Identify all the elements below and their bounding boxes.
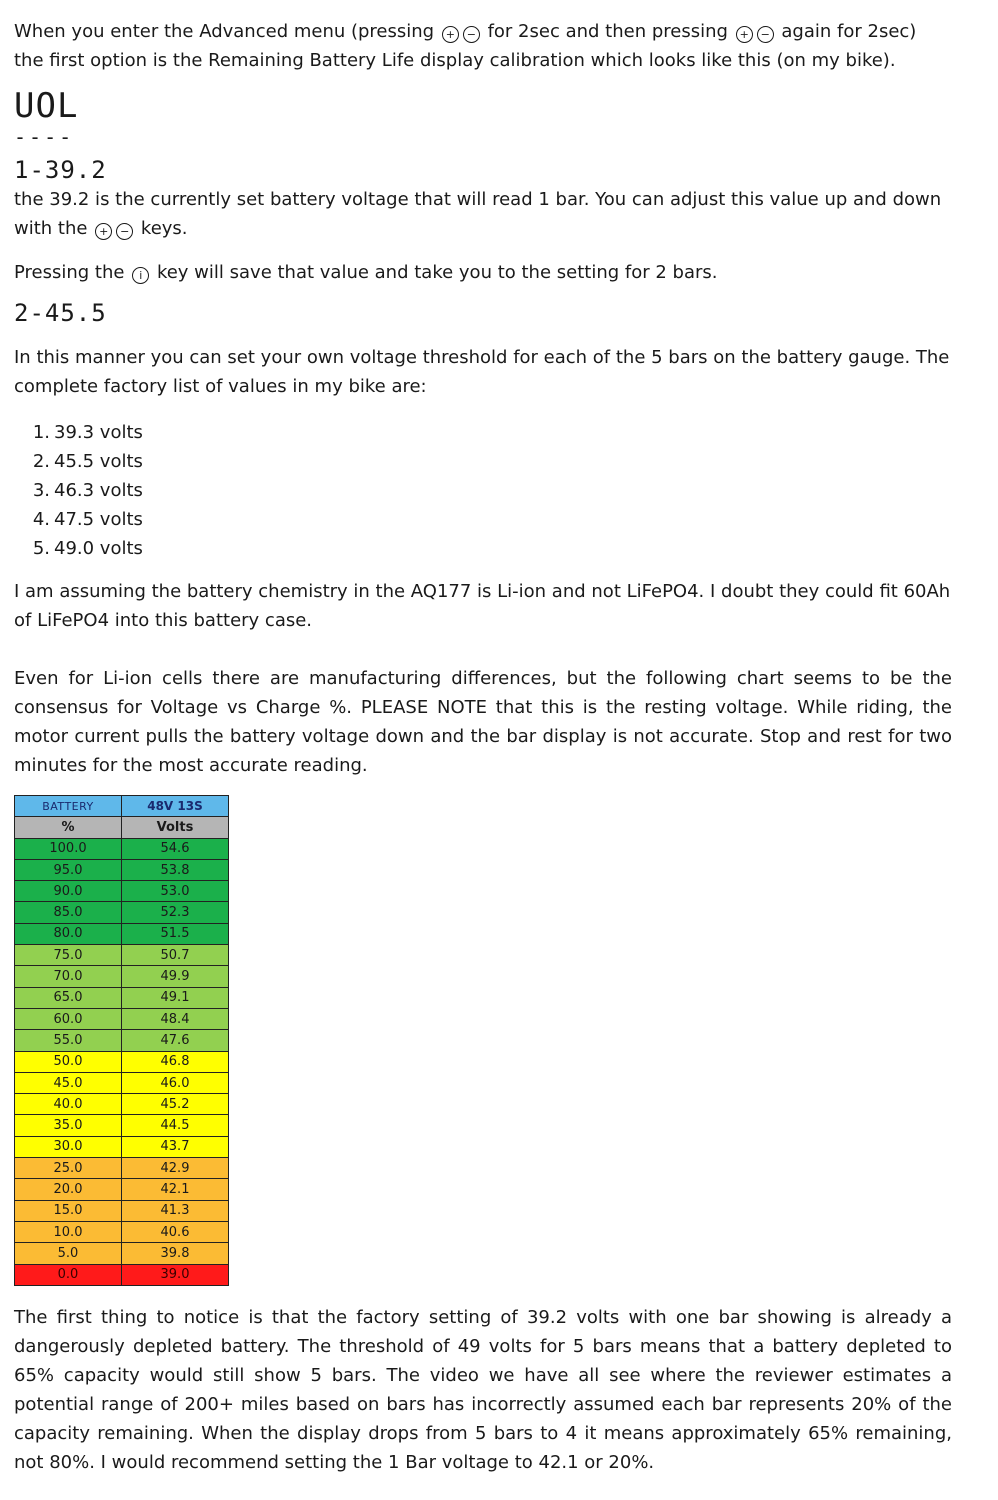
intro-text-line2: the first option is the Remaining Battery Life display calibration which looks like this (on my bike). (14, 50, 896, 71)
consensus-paragraph: Even for Li-ion cells there are manufacturing differences, but the following chart seems to be the consensus for Voltage vs Charge %. PLEASE NOTE that this is the resting voltage. While riding, the motor current pulls the battery voltage down and the bar display is not accurate. Stop and rest for two minutes for the most accurate reading. (14, 668, 952, 776)
minus-circle-icon: − (463, 26, 480, 43)
explain1-line2a: with the (14, 218, 88, 239)
table-row (15, 1030, 229, 1051)
lcd-screen-uol: UOL (14, 86, 79, 126)
table-row (15, 1221, 229, 1242)
explain1-line2b: keys. (140, 218, 188, 239)
list-item (28, 418, 143, 447)
cell-percent: 85.0 (15, 902, 122, 923)
table-row (15, 923, 229, 944)
header-percent: % (15, 817, 122, 838)
list-number: 3. (32, 480, 50, 501)
cell-percent: 90.0 (15, 881, 122, 902)
table-row (15, 1115, 229, 1136)
plus-circle-icon: + (95, 223, 112, 240)
table-row (15, 1158, 229, 1179)
cell-volts: 52.3 (122, 902, 229, 923)
cell-volts: 39.0 (122, 1264, 229, 1285)
table-header-row (15, 796, 229, 817)
table-row (15, 902, 229, 923)
cell-volts: 50.7 (122, 945, 229, 966)
plus-circle-icon: + (736, 26, 753, 43)
conclusion-paragraph: The first thing to notice is that the factory setting of 39.2 volts with one bar showing is already a dangerously depleted battery. The threshold of 49 volts for 5 bars means that a battery depleted to 65% capacity would still show 5 bars. The video we have all see where the reviewer estimates a potential range of 200+ miles based on bars has incorrectly assumed each bar represents 20% of the capacity remaining. When the display drops from 5 bars to 4 it means approximately 65% remaining, not 80%. I would recommend setting the 1 Bar voltage to 42.1 or 20%. (14, 1307, 952, 1473)
table-subheader-row (15, 817, 229, 838)
cell-percent: 50.0 (15, 1051, 122, 1072)
lcd-screen-bar2: 2-45.5 (14, 299, 107, 327)
cell-volts: 43.7 (122, 1136, 229, 1157)
list-number: 4. (32, 509, 50, 530)
cell-volts: 54.6 (122, 838, 229, 859)
cell-volts: 42.9 (122, 1158, 229, 1179)
explain-threshold-paragraph: In this manner you can set your own voltage threshold for each of the 5 bars on the battery gauge. The complete factory list of values in my bike are: (14, 347, 950, 397)
cell-percent: 5.0 (15, 1243, 122, 1264)
table-row (15, 1094, 229, 1115)
table-row (15, 945, 229, 966)
cell-volts: 53.0 (122, 881, 229, 902)
cell-volts: 47.6 (122, 1030, 229, 1051)
cell-volts: 49.9 (122, 966, 229, 987)
list-number: 2. (32, 451, 50, 472)
list-item (28, 447, 143, 476)
table-row (15, 1051, 229, 1072)
cell-volts: 42.1 (122, 1179, 229, 1200)
cell-percent: 0.0 (15, 1264, 122, 1285)
list-value: 46.3 volts (54, 480, 143, 501)
table-row (15, 1200, 229, 1221)
cell-percent: 60.0 (15, 1008, 122, 1029)
cell-volts: 40.6 (122, 1221, 229, 1242)
intro-text-a: When you enter the Advanced menu (pressing (14, 21, 435, 42)
header-48v13s: 48V 13S (122, 796, 229, 817)
info-circle-icon: i (132, 267, 149, 284)
cell-percent: 80.0 (15, 923, 122, 944)
cell-percent: 45.0 (15, 1072, 122, 1093)
list-value: 47.5 volts (54, 509, 143, 530)
cell-percent: 10.0 (15, 1221, 122, 1242)
explain-adjust-paragraph (14, 185, 952, 243)
table-row (15, 1264, 229, 1285)
cell-percent: 95.0 (15, 859, 122, 880)
cell-volts: 53.8 (122, 859, 229, 880)
explain2-a: Pressing the (14, 262, 125, 283)
explain1-line1: the 39.2 is the currently set battery voltage that will read 1 bar. You can adjust this value up and down (14, 189, 942, 210)
cell-percent: 20.0 (15, 1179, 122, 1200)
minus-circle-icon: − (757, 26, 774, 43)
minus-circle-icon: − (116, 223, 133, 240)
cell-volts: 39.8 (122, 1243, 229, 1264)
cell-volts: 46.8 (122, 1051, 229, 1072)
explain-save-paragraph (14, 258, 952, 287)
list-value: 45.5 volts (54, 451, 143, 472)
table-row (15, 1243, 229, 1264)
cell-percent: 40.0 (15, 1094, 122, 1115)
battery-voltage-table (14, 795, 229, 1286)
list-value: 39.3 volts (54, 422, 143, 443)
intro-text-b: for 2sec and then pressing (487, 21, 728, 42)
table-row (15, 1008, 229, 1029)
table-row (15, 1136, 229, 1157)
cell-percent: 25.0 (15, 1158, 122, 1179)
cell-volts: 44.5 (122, 1115, 229, 1136)
cell-percent: 55.0 (15, 1030, 122, 1051)
header-battery: BATTERY (15, 796, 122, 817)
plus-circle-icon: + (442, 26, 459, 43)
cell-volts: 46.0 (122, 1072, 229, 1093)
cell-percent: 35.0 (15, 1115, 122, 1136)
list-number: 5. (32, 538, 50, 559)
cell-volts: 51.5 (122, 923, 229, 944)
table-row (15, 987, 229, 1008)
table-row (15, 838, 229, 859)
cell-percent: 70.0 (15, 966, 122, 987)
chemistry-paragraph: I am assuming the battery chemistry in the AQ177 is Li-ion and not LiFePO4. I doubt they could fit 60Ah of LiFePO4 into this battery case. (14, 581, 951, 631)
list-item (28, 505, 143, 534)
list-item (28, 534, 143, 563)
lcd-screen-bar1: 1-39.2 (14, 156, 107, 184)
table-row (15, 966, 229, 987)
lcd-dashes: ---- (14, 125, 75, 149)
list-value: 49.0 volts (54, 538, 143, 559)
cell-percent: 15.0 (15, 1200, 122, 1221)
intro-paragraph (14, 17, 952, 75)
table-row (15, 859, 229, 880)
table-row (15, 881, 229, 902)
cell-volts: 41.3 (122, 1200, 229, 1221)
table-row (15, 1072, 229, 1093)
cell-volts: 45.2 (122, 1094, 229, 1115)
battery-table-body (15, 838, 229, 1285)
list-number: 1. (32, 422, 50, 443)
list-item (28, 476, 143, 505)
explain2-b: key will save that value and take you to the setting for 2 bars. (156, 262, 718, 283)
cell-volts: 49.1 (122, 987, 229, 1008)
cell-percent: 30.0 (15, 1136, 122, 1157)
cell-volts: 48.4 (122, 1008, 229, 1029)
cell-percent: 100.0 (15, 838, 122, 859)
factory-values-list (28, 418, 143, 563)
intro-text-c: again for 2sec) (781, 21, 917, 42)
cell-percent: 65.0 (15, 987, 122, 1008)
header-volts: Volts (122, 817, 229, 838)
cell-percent: 75.0 (15, 945, 122, 966)
table-row (15, 1179, 229, 1200)
